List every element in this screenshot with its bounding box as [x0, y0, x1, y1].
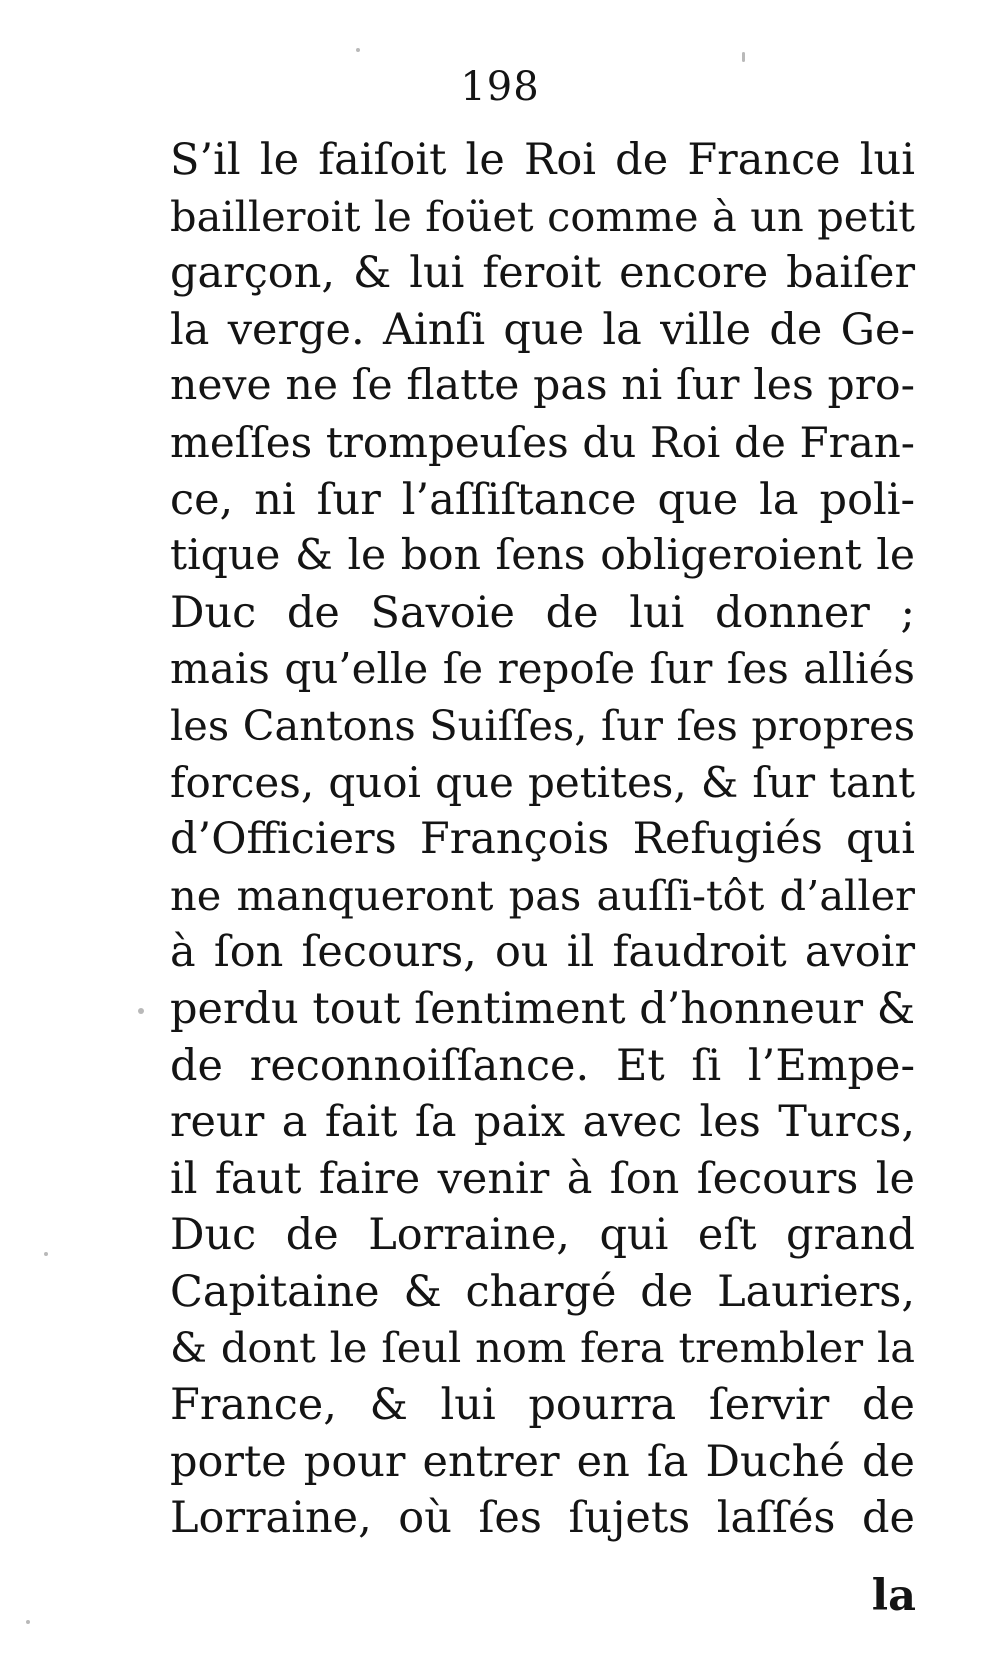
- paper-speck: [44, 1252, 48, 1256]
- text-line: neve ne ſe flatte pas ni ſur les pro-: [170, 361, 915, 411]
- text-line: de reconnoiſſance. Et ſi l’Empe-: [170, 1040, 915, 1091]
- catchword: la: [871, 1571, 916, 1621]
- page-number: 198: [460, 64, 540, 110]
- text-line: les Cantons Suiſſes, ſur ſes propres: [170, 700, 915, 750]
- paper-speck: [26, 1620, 30, 1624]
- text-line: ne manqueront pas auſſi-tôt d’aller: [170, 870, 915, 920]
- text-line: Capitaine & chargé de Lauriers,: [170, 1266, 915, 1317]
- paper-speck: [138, 1008, 144, 1014]
- text-line: d’Officiers François Refugiés qui: [170, 814, 915, 865]
- text-line: il faut faire venir à ſon ſecours le: [170, 1153, 915, 1204]
- text-line: perdu tout ſentiment d’honneur &: [170, 983, 915, 1034]
- paper-speck: [742, 52, 745, 62]
- text-line: Duc de Lorraine, qui eſt grand: [170, 1210, 915, 1261]
- text-line: ce, ni ſur l’aſſiſtance que la poli-: [170, 474, 915, 525]
- text-line: Duc de Savoie de lui donner ;: [170, 587, 915, 638]
- text-line: France, & lui pourra ſervir de: [170, 1380, 915, 1431]
- text-line: Lorraine, où ſes ſujets laſſés de: [170, 1493, 915, 1544]
- text-line: tique & le bon ſens obligeroient le: [170, 531, 915, 581]
- text-line: à ſon ſecours, ou il faudroit avoir: [170, 927, 915, 978]
- text-line: reur a fait ſa paix avec les Turcs,: [170, 1097, 915, 1148]
- text-line: bailleroit le foüet comme à un petit: [170, 191, 915, 241]
- text-line: & dont le ſeul nom fera trembler la: [170, 1323, 915, 1373]
- text-line: garçon, & lui feroit encore baiſer: [170, 248, 915, 299]
- text-line: meſſes trompeuſes du Roi de Fran-: [170, 417, 915, 467]
- text-line: S’il le faiſoit le Roi de France lui: [170, 135, 915, 185]
- body-text: [170, 132, 915, 1547]
- text-line: porte pour entrer en ſa Duché de: [170, 1436, 915, 1487]
- text-line: la verge. Ainſi que la ville de Ge-: [170, 304, 915, 355]
- text-line: mais qu’elle ſe repoſe ſur ſes alliés: [170, 644, 915, 694]
- paper-speck: [356, 48, 360, 52]
- text-line: forces, quoi que petites, & ſur tant: [170, 757, 915, 807]
